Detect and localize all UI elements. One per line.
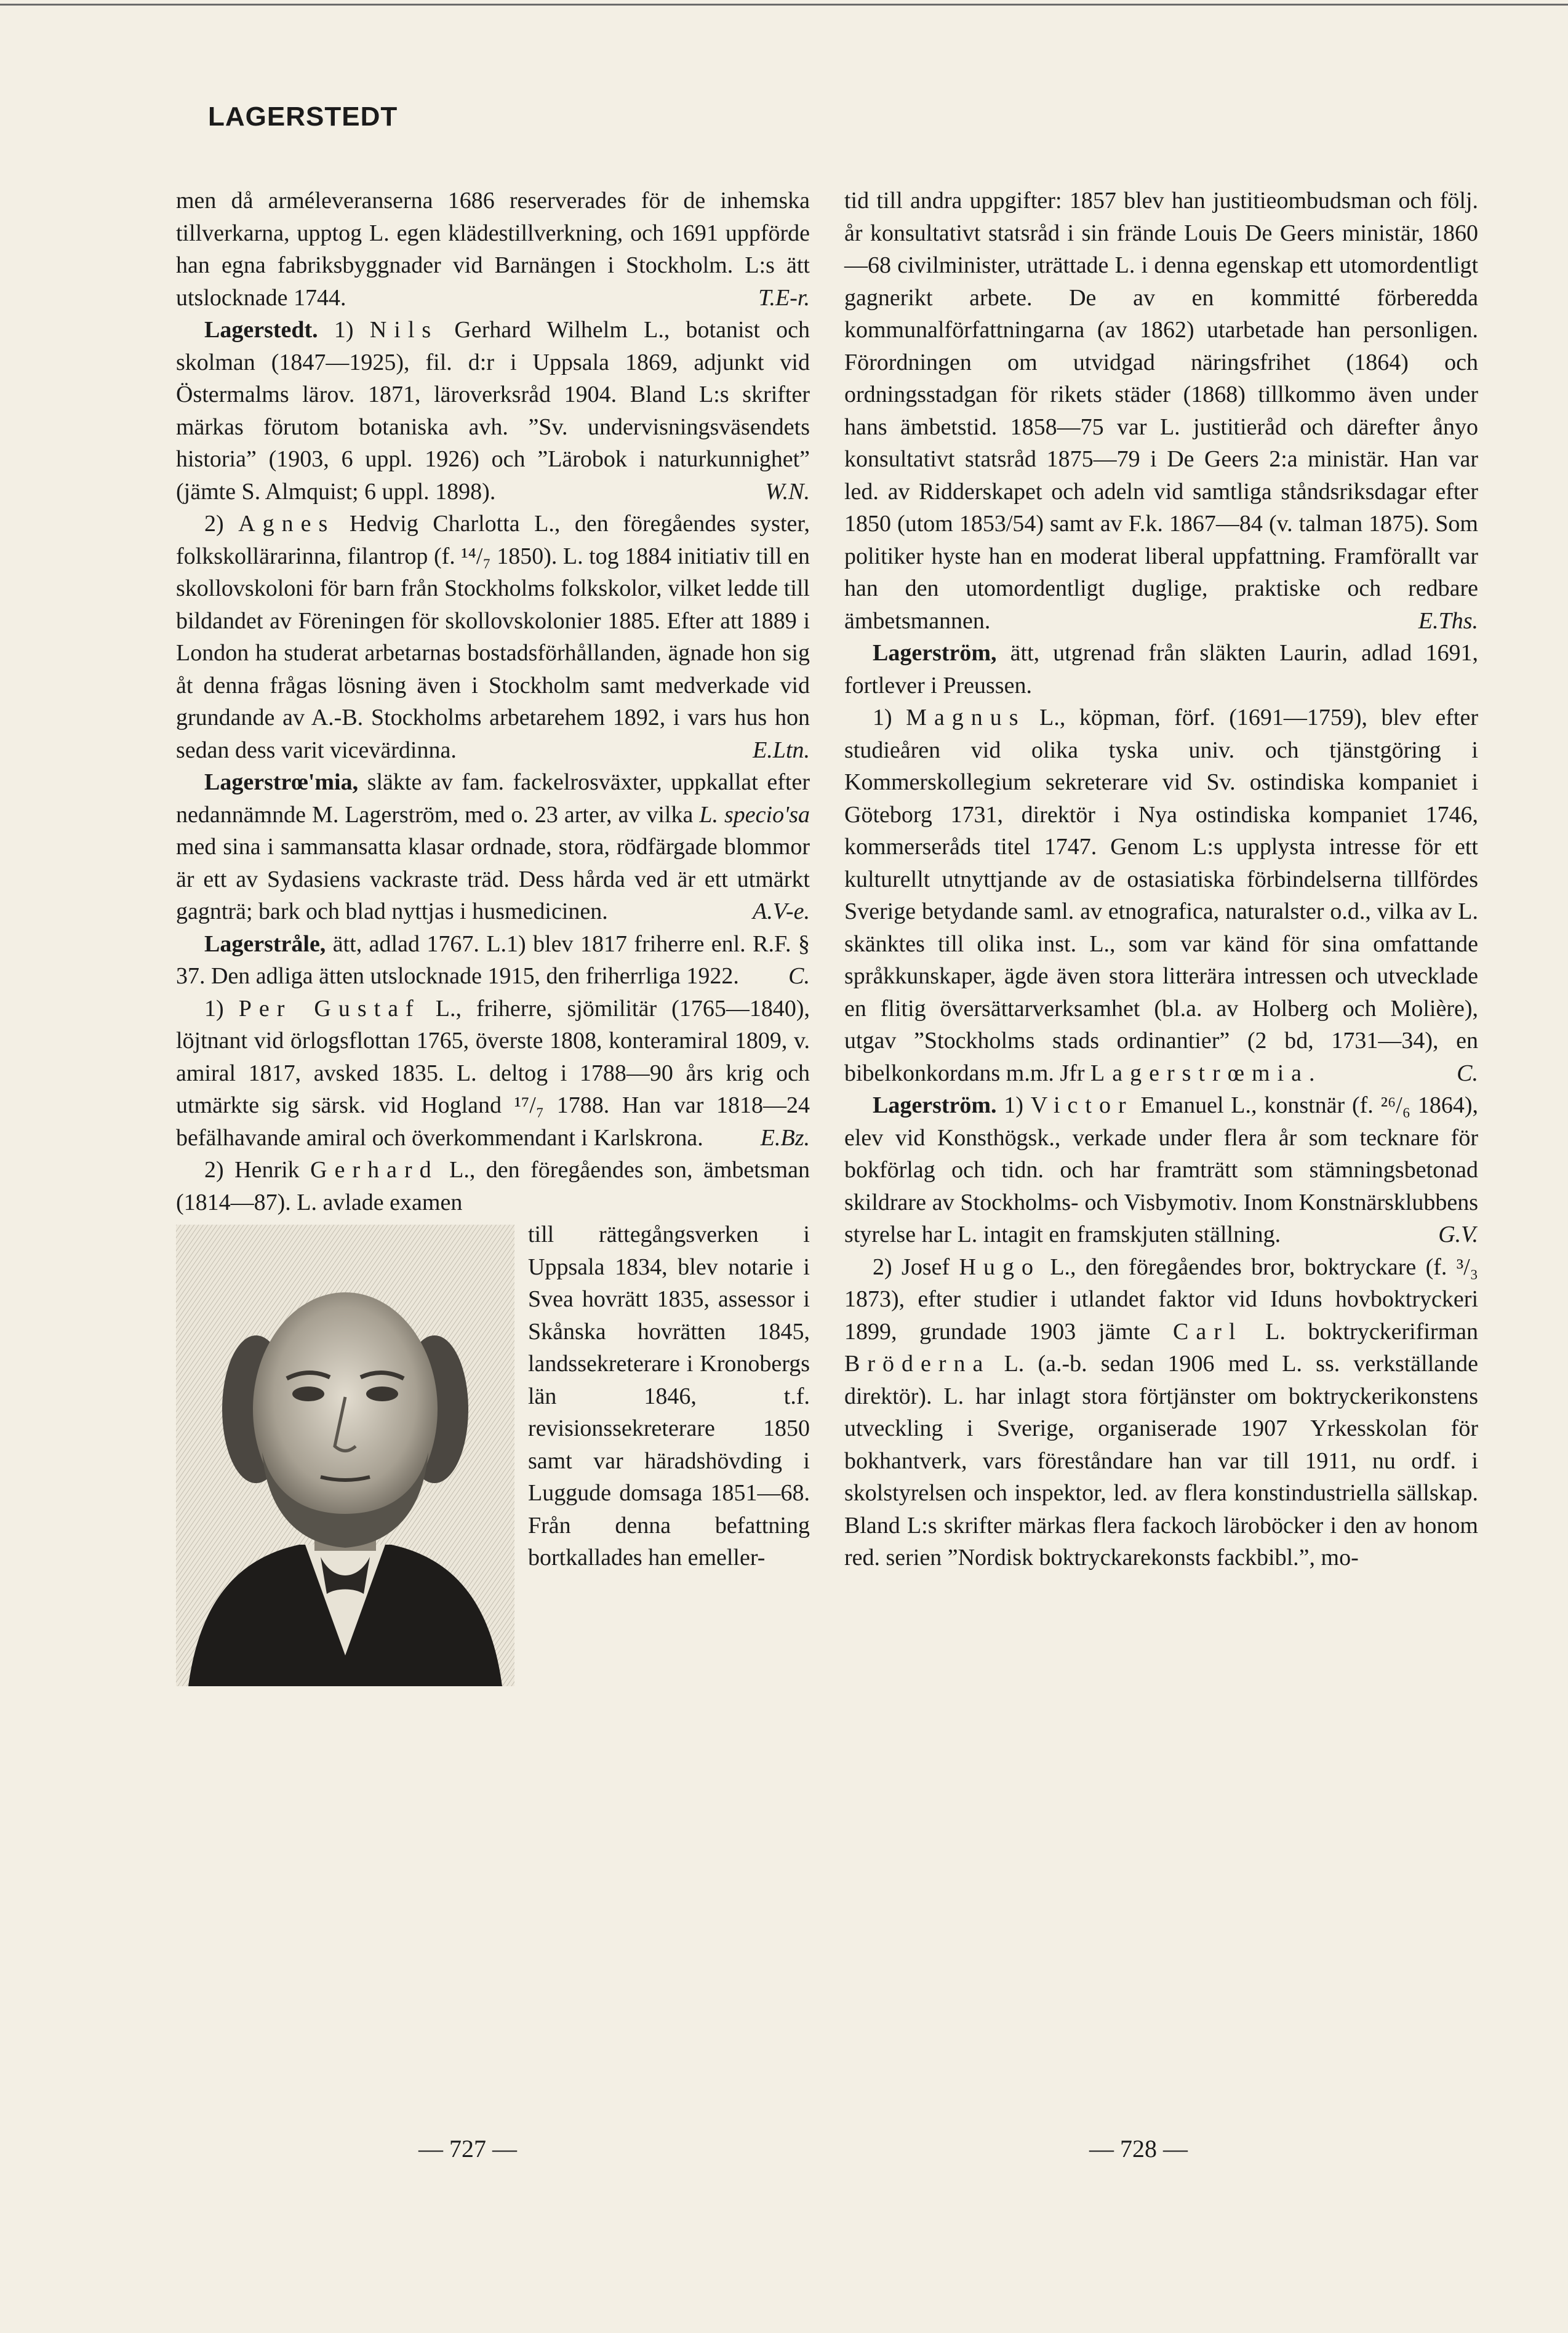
left-column — [176, 185, 810, 1686]
entry-lagerstroemia — [176, 766, 810, 928]
entry-lagerstrale-per-gustaf — [176, 993, 810, 1154]
entry-number: 1) — [1004, 1092, 1024, 1118]
person-name: Nils — [369, 317, 439, 343]
page-number-left: — 727 — — [418, 2135, 517, 2163]
entry-text: tid till andra uppgifter: 1857 blev han justitieombudsman och följ. år konsultativt statsråd i sin frände Louis De Geers ministär, 1860—68 civilminister, uträttade L. i denna egenskap ett utomordentligt gagnerikt arbete. De av en kommitté förberedda kommunalförfattningarna (av 1862) utarbetade han personligen. Förordningen om utvidgad näringsfrihet (1864) och ordningsstadgan för rikets städer (1868) tillkommo även under hans ämbetstid. 1858—75 var L. justitieråd och därefter ånyo konsultativt statsråd 1875—79 i De Geers 2:a ministär. Han var led. av Ridderskapet och adeln vid samtliga ståndsriksdagar efter 1850 (utom 1853/54) samt av F.k. 1867—84 (v. talman 1875). Som politiker hyste han en moderat liberal uppfattning. Framförallt var han den utomordentligt duglige, praktiske och redbare ämbetsmannen. — [844, 188, 1478, 634]
entry-headword: Lagerstrœ'mia, — [204, 769, 359, 795]
portrait-engraving-icon — [176, 1225, 514, 1686]
page-number-right: — 728 — — [1089, 2135, 1188, 2163]
entry-text: L., den föregåendes bror, boktryckare (f. ³/₃ 1873), efter studier i utlandet faktor vid Iduns hovboktryckeri 1899, grundade 1903 jämte — [844, 1254, 1478, 1345]
person-name: Carl — [1173, 1318, 1243, 1345]
entry-text: Emanuel L., konstnär (f. ²⁶/₆ 1864), elev vid Konsthögsk., verkade under flera år som tecknare för bokförlag och tidn. och har framträtt som stämningsbetonad skildrare av Stockholms- och Visbymotiv. Inom Konstnärsklubbens styrelse har L. intagit en framskjuten ställning. — [844, 1092, 1479, 1247]
top-border-line — [0, 4, 1568, 6]
entry-continuation — [844, 185, 1478, 637]
entry-headword: Lagerström. — [873, 1092, 997, 1118]
entry-lagerstrom-victor — [844, 1089, 1478, 1251]
entry-lagerstrom-magnus — [844, 702, 1478, 1089]
entry-number: 2) — [873, 1254, 892, 1280]
species-name: L. specio'sa — [699, 801, 810, 828]
entry-lagerstedt-agnes — [176, 508, 810, 766]
entry-text: L. boktryckerifirman — [1265, 1318, 1478, 1345]
person-name: Victor — [1030, 1092, 1134, 1118]
entry-text: Hedvig Charlotta L., den föregåendes syster, folkskollärarinna, filantrop (f. ¹⁴/₇ 1850). L. tog 1884 initiativ till en skollovskoloni för barn från Stockholms folkskolor, vilket ledde till bildandet av Föreningen för skollovskolonier 1885. Efter att 1889 i London ha studerat arbetarnas bostadsförhållanden, ägnade hon sig åt denna frågas lösning även i Stockholm samt medverkade vid grundande av A.-B. Stockholms arbetarehem 1892, i vars hus hon sedan dess varit vicevärdinna. — [176, 511, 810, 763]
author-signature: E.Bz. — [760, 1124, 810, 1151]
entry-text: ätt, utgrenad från släkten Laurin, adlad 1691, fortlever i Preussen. — [844, 640, 1478, 698]
author-signature: W.N. — [765, 478, 810, 505]
entry-text: men då arméleveranserna 1686 reserverades för de inhemska tillverkarna, upptog L. egen klädestillverkning, och 1691 uppförde han egna fabriksbyggnader vid Barnängen i Stockholm. L:s ätt utslocknade 1744. — [176, 188, 810, 311]
entry-text: med sina i sammansatta klasar ordnade, stora, rödfärgade blommor är ett av Sydasiens vackraste träd. Dess hårda ved är ett utmärkt gagnträ; bark och blad nyttjas i husmedicinen. — [176, 834, 810, 924]
entry-lagerstrom-hugo — [844, 1251, 1478, 1574]
entry-headword: Lagerstråle, — [204, 930, 326, 957]
running-header: LAGERSTEDT — [208, 102, 398, 132]
author-signature: T.E-r. — [758, 284, 810, 311]
cross-reference: Lagerstrœmia. — [1090, 1060, 1322, 1086]
entry-number: 1) — [873, 705, 892, 730]
entry-text: L., den föregåendes son, ämbetsman (1814—87). L. avlade examen — [176, 1157, 810, 1215]
entry-text: L. (a.-b. sedan 1906 med L. ss. verkställande direktör). L. har inlagt stora förtjänster om boktryckerikonstens utveckling i Sverige, organiserade 1907 Yrkesskolan för bokhantverk, vars föreståndare han var till 1911, nu ordf. i skolstyrelsen och inspektor, led. av flera konstindustriella sällskap. Bland L:s skrifter märkas flera fackoch läroböcker i den av honom red. serien ”Nordisk boktryckarekonsts fackbibl.”, mo- — [844, 1351, 1479, 1571]
entry-lagerstedt-nils — [176, 314, 810, 508]
person-first-name: Henrik — [234, 1157, 300, 1183]
entry-text: L., köpman, förf. (1691—1759), blev efter studieåren vid olika tyska univ. och tjänstgöring i Kommerskollegium sekreterare vid Sv. ostindiska kompaniet i Göteborg 1731, direktör i Nya ostindiska kompaniet 1746, kommerseråds titel 1747. Genom L:s upplysta intresse för ett kulturellt utnyttjande av de ostasiatiska förbindelserna tillfördes Sverige betydande saml. av etnografica, naturalster o.d., vilka av L. skänktes till olika inst. L., som var känd för sina omfattande språkkunskaper, ägde även stora litterära intressen och utvecklade en flitig översättarverksamhet (bl.a. av Holberg och Molière), utgav ”Stockholms stads ordinantier” (2 bd, 1731—34), en bibelkonkordans m.m. Jfr — [844, 705, 1479, 1086]
entry-text: släkte av fam. fackelrosväxter, uppkallat efter nedannämnde M. Lagerström, med o. 23 arter, av vilka — [176, 769, 810, 828]
author-signature: E.Ltn. — [753, 737, 810, 763]
entry-number: 1) — [334, 317, 354, 343]
portrait-image — [176, 1225, 514, 1686]
author-signature: G.V. — [1438, 1222, 1478, 1247]
person-name: Hugo — [959, 1254, 1041, 1280]
entry-lagerstrale-henrik-gerhard — [176, 1154, 810, 1219]
firm-name: Bröderna — [844, 1351, 991, 1377]
person-name: Gerhard — [310, 1157, 439, 1183]
entry-headword: Lagerstedt. — [204, 317, 318, 343]
entry-lagerstrom — [844, 637, 1478, 702]
entry-text: Gerhard Wilhelm L., botanist och skolman (1847—1925), fil. d:r i Uppsala 1869, adjunkt vid Östermalms lärov. 1871, läroverksråd 1904. Bland L:s skrifter märkas förutom botaniska avh. ”Sv. undervisningsväsendets historia” (1903, 6 uppl. 1926) och ”Lärobok i naturkunnighet” (jämte S. Almquist; 6 uppl. 1898). — [176, 317, 810, 505]
entry-text: L., friherre, sjömilitär (1765—1840), löjtnant vid örlogsflottan 1765, överste 1808, konteramiral 1809, v. amiral 1817, avsked 1835. L. deltog i 1788—90 års krig och utmärkte sig särsk. vid Hogland ¹⁷/₇ 1788. Han var 1818—24 befälhavande amiral och överkommendant i Karlskrona. — [176, 995, 810, 1151]
author-signature: C. — [788, 963, 810, 989]
entry-headword: Lagerström, — [873, 640, 997, 666]
entry-continuation — [176, 185, 810, 314]
portrait-block — [176, 1219, 810, 1686]
author-signature: A.V-e. — [753, 898, 810, 924]
author-signature: C. — [1457, 1060, 1478, 1086]
entry-text: ätt, adlad 1767. L.1) blev 1817 friherre enl. R.F. § 37. Den adliga ätten utslocknade 1915, den friherrliga 1922. — [176, 930, 810, 989]
entry-number: 2) — [204, 511, 224, 537]
person-first-name: Josef — [902, 1254, 950, 1280]
entry-number: 1) — [204, 995, 224, 1022]
text-beside-portrait: till rättegångsverken i Uppsala 1834, blev notarie i Svea hovrätt 1835, assessor i Skånska hovrätten 1845, landssekreterare i Kronobergs län 1846, t.f. revisionssekreterare 1850 samt var häradshövding i Luggude domsaga 1851—68. Från denna befattning bortkallades han emeller- — [528, 1222, 810, 1571]
entry-number: 2) — [204, 1157, 224, 1183]
author-signature: E.Ths. — [1418, 607, 1478, 634]
right-column — [844, 185, 1478, 1574]
entry-lagerstrale — [176, 928, 810, 993]
person-name: Magnus — [906, 705, 1026, 730]
person-name: Per Gustaf — [238, 995, 421, 1022]
person-name: Agnes — [238, 511, 335, 537]
